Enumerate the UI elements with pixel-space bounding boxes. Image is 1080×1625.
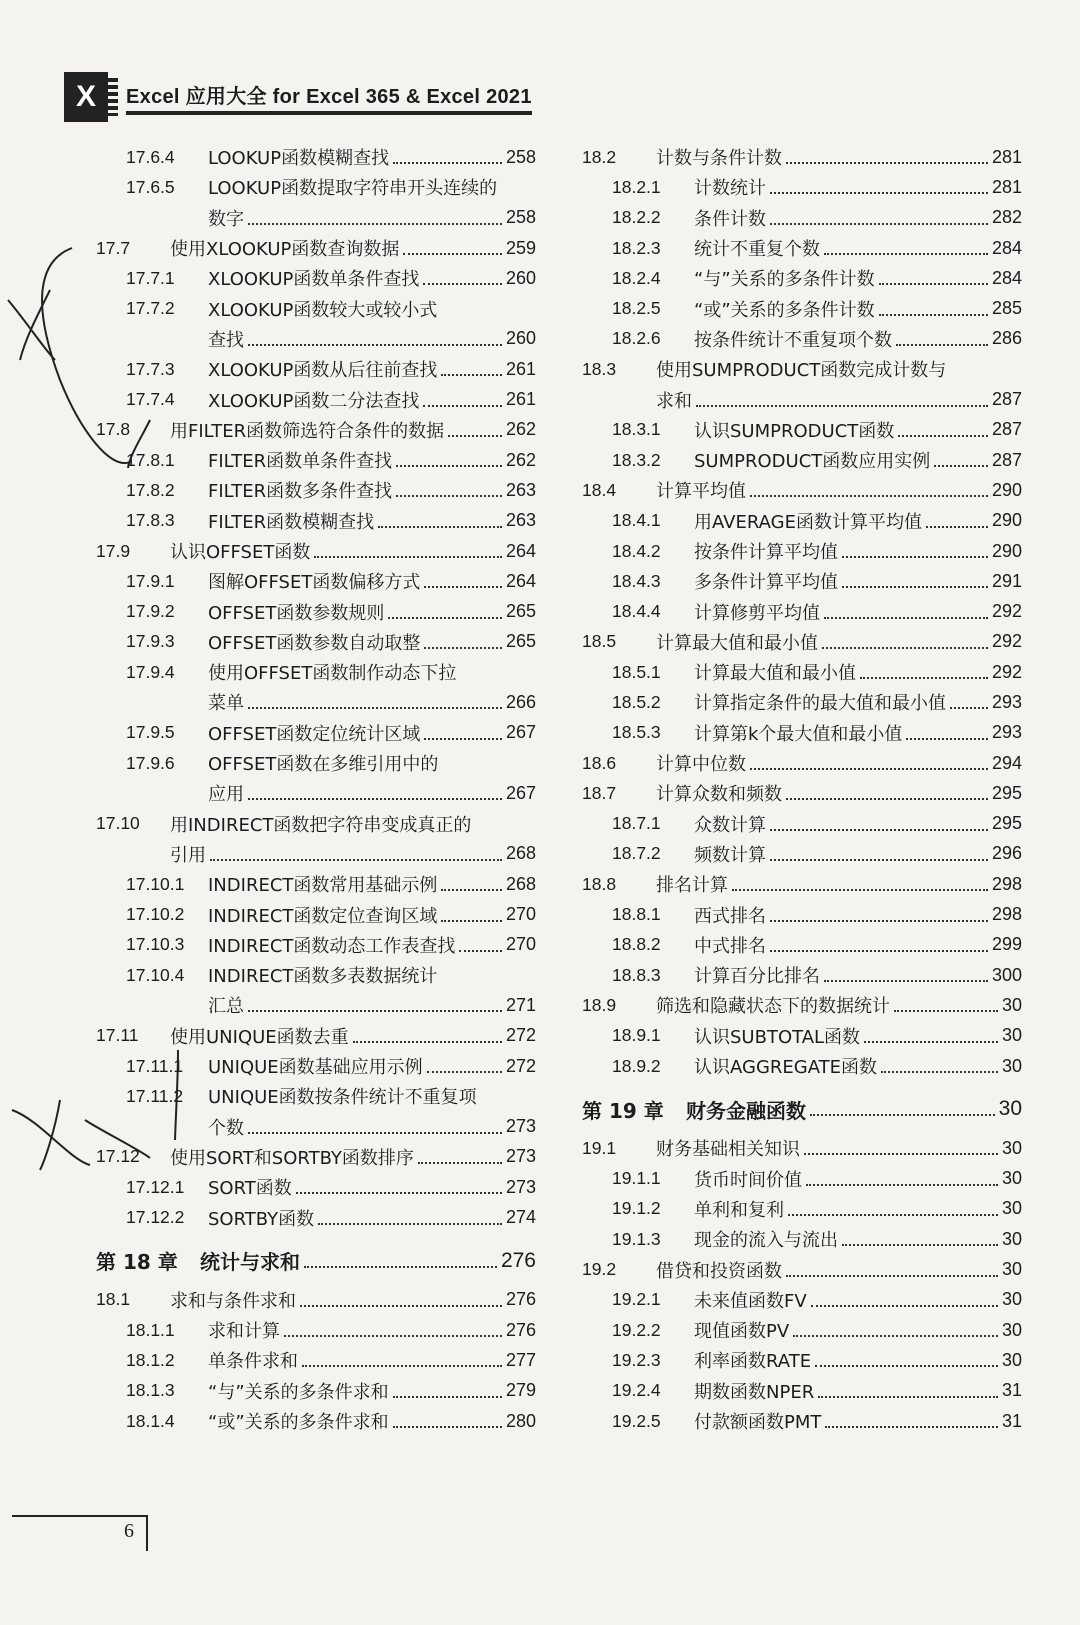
toc-page-number: 30 xyxy=(1001,1025,1022,1046)
toc-title: 菜单 xyxy=(208,693,244,715)
toc-title: 计算修剪平均值 xyxy=(694,602,820,624)
toc-title: INDIRECT函数多表数据统计 xyxy=(208,966,438,988)
toc-title: OFFSET函数定位统计区域 xyxy=(208,723,421,745)
toc-number: 19.1.1 xyxy=(612,1168,661,1189)
toc-number: 17.11.2 xyxy=(126,1085,184,1106)
footer-rule xyxy=(12,1515,148,1517)
toc-title: 计算平均值 xyxy=(656,481,746,503)
toc-number: 17.7.2 xyxy=(126,298,175,319)
toc-number: 17.10.2 xyxy=(126,904,185,925)
toc-title: 计算最大值和最小值 xyxy=(656,632,818,654)
toc-number: 18.8.1 xyxy=(612,904,661,925)
toc-page-number: 270 xyxy=(505,934,536,955)
toc-title: FILTER函数多条件查找 xyxy=(208,481,393,503)
toc-title: 求和计算 xyxy=(208,1321,280,1343)
toc-page-number: 261 xyxy=(505,358,536,379)
toc-title: “与”关系的多条件求和 xyxy=(208,1381,389,1403)
toc-number: 18.2.4 xyxy=(612,267,661,288)
toc-number: 18.2.1 xyxy=(612,176,661,197)
toc-page-number: 298 xyxy=(991,873,1022,894)
toc-number: 17.9.6 xyxy=(126,752,175,773)
toc-number: 18.1.1 xyxy=(126,1319,175,1340)
toc-page-number: 30 xyxy=(1001,1289,1022,1310)
toc-title: UNIQUE函数基础应用示例 xyxy=(208,1057,423,1079)
toc-page-number: 264 xyxy=(505,570,536,591)
toc-title: 计数统计 xyxy=(694,178,766,200)
pen-stroke xyxy=(175,1050,178,1140)
toc-number: 17.12 xyxy=(96,1146,140,1167)
toc-page-number: 294 xyxy=(991,752,1022,773)
toc-title: 货币时间价值 xyxy=(694,1169,802,1191)
toc-number: 18.2.3 xyxy=(612,237,661,258)
toc-number: 17.11 xyxy=(96,1025,139,1046)
toc-page-number: 272 xyxy=(505,1025,536,1046)
toc-title: 使用SORT和SORTBY函数排序 xyxy=(170,1147,414,1169)
toc-number: 17.7 xyxy=(96,237,131,258)
toc-page-number: 265 xyxy=(505,601,536,622)
toc-number: 19.2.3 xyxy=(612,1349,661,1370)
toc-number: 18.1.4 xyxy=(126,1410,175,1431)
toc-number: 18.5.2 xyxy=(612,691,661,712)
toc-number: 18.5 xyxy=(582,631,617,652)
toc-page-number: 276 xyxy=(505,1319,536,1340)
toc-number: 17.8.1 xyxy=(126,449,175,470)
toc-title: 数字 xyxy=(208,208,244,230)
toc-number: 17.10.3 xyxy=(126,934,185,955)
toc-title: 查找 xyxy=(208,329,244,351)
toc-page-number: 263 xyxy=(505,479,536,500)
toc-title: 求和与条件求和 xyxy=(170,1290,296,1312)
toc-title: 单条件求和 xyxy=(208,1351,298,1373)
toc-title: 排名计算 xyxy=(656,875,728,897)
toc-title: 财务金融函数 xyxy=(686,1098,806,1123)
toc-number: 17.9.3 xyxy=(126,631,175,652)
toc-number: 第 19 章 xyxy=(582,1098,664,1123)
toc-page-number: 261 xyxy=(505,389,536,410)
toc-page-number: 287 xyxy=(991,449,1022,470)
toc-title: 认识OFFSET函数 xyxy=(170,542,311,563)
toc-number: 18.7.1 xyxy=(612,813,661,834)
toc-title: 按条件计算平均值 xyxy=(694,542,838,563)
toc-title: 借贷和投资函数 xyxy=(656,1260,782,1282)
toc-number: 19.1.2 xyxy=(612,1198,661,1219)
toc-number: 17.8.3 xyxy=(126,510,175,531)
toc-page-number: 259 xyxy=(505,237,536,258)
toc-title: 现值函数PV xyxy=(694,1321,790,1343)
toc-page-number: 265 xyxy=(505,631,536,652)
toc-number: 18.2 xyxy=(582,146,617,167)
toc-page-number: 262 xyxy=(505,449,536,470)
toc-title: 统计不重复个数 xyxy=(694,239,820,261)
toc-title: 用FILTER函数筛选符合条件的数据 xyxy=(170,420,445,442)
toc-number: 18.6 xyxy=(582,752,617,773)
footer-rule-vertical xyxy=(146,1515,148,1551)
toc-title: LOOKUP函数模糊查找 xyxy=(208,148,390,170)
toc-page-number: 263 xyxy=(505,510,536,531)
toc-title: FILTER函数单条件查找 xyxy=(208,451,393,473)
toc-page-number: 30 xyxy=(1001,1168,1022,1189)
toc-title: 筛选和隐藏状态下的数据统计 xyxy=(656,996,890,1018)
toc-number: 18.3.1 xyxy=(612,419,661,440)
toc-title: 使用OFFSET函数制作动态下拉 xyxy=(208,663,457,685)
toc-number: 19.1.3 xyxy=(612,1228,661,1249)
toc-number: 17.8 xyxy=(96,419,131,440)
toc-title: 频数计算 xyxy=(694,844,766,866)
toc-page-number: 260 xyxy=(505,267,536,288)
toc-page-number: 273 xyxy=(505,1176,536,1197)
toc-title: 引用 xyxy=(170,844,206,866)
toc-page-number: 262 xyxy=(505,419,536,440)
toc-page-number: 30 xyxy=(1001,1349,1022,1370)
toc-page-number: 266 xyxy=(505,691,536,712)
toc-title: 图解OFFSET函数偏移方式 xyxy=(208,572,421,594)
toc-number: 18.3 xyxy=(582,358,617,379)
toc-title: 汇总 xyxy=(208,996,244,1018)
pen-stroke xyxy=(42,248,130,463)
toc-number: 17.10 xyxy=(96,813,140,834)
toc-number: 18.7.2 xyxy=(612,843,661,864)
toc-page-number: 268 xyxy=(505,843,536,864)
toc-page-number: 30 xyxy=(1001,1137,1022,1158)
toc-page-number: 284 xyxy=(991,267,1022,288)
toc-number: 17.9.2 xyxy=(126,601,175,622)
toc-title: 未来值函数FV xyxy=(694,1290,807,1312)
toc-title: 计算最大值和最小值 xyxy=(694,663,856,685)
toc-title: UNIQUE函数按条件统计不重复项 xyxy=(208,1087,477,1109)
toc-title: 应用 xyxy=(208,784,244,806)
toc-title: XLOOKUP函数二分法查找 xyxy=(208,390,420,412)
toc-number: 18.2.5 xyxy=(612,298,661,319)
toc-number: 17.6.5 xyxy=(126,176,175,197)
toc-title: 单利和复利 xyxy=(694,1199,784,1221)
toc-title: 付款额函数PMT xyxy=(694,1412,822,1434)
toc-number: 17.12.2 xyxy=(126,1207,185,1228)
toc-number: 18.2.6 xyxy=(612,328,661,349)
toc-page-number: 276 xyxy=(500,1248,536,1272)
toc-title: SORT函数 xyxy=(208,1178,292,1200)
toc-number: 18.4.3 xyxy=(612,570,661,591)
toc-page-number: 281 xyxy=(991,146,1022,167)
toc-number: 18.4.4 xyxy=(612,601,661,622)
toc-page-number: 293 xyxy=(991,691,1022,712)
toc-page-number: 287 xyxy=(991,419,1022,440)
toc-title: 求和 xyxy=(656,390,692,412)
toc-number: 第 18 章 xyxy=(96,1250,178,1275)
toc-page-number: 271 xyxy=(505,994,536,1015)
toc-number: 18.8.3 xyxy=(612,964,661,985)
toc-number: 17.10.1 xyxy=(126,873,185,894)
toc-page-number: 286 xyxy=(991,328,1022,349)
toc-page-number: 30 xyxy=(998,1097,1022,1121)
toc-title: INDIRECT函数常用基础示例 xyxy=(208,875,438,897)
logo-letter: X xyxy=(75,80,96,113)
toc-number: 19.2.2 xyxy=(612,1319,661,1340)
toc-title: SORTBY函数 xyxy=(208,1208,315,1230)
toc-page-number: 273 xyxy=(505,1146,536,1167)
toc-number: 18.1 xyxy=(96,1289,131,1310)
toc-page-number: 295 xyxy=(991,813,1022,834)
toc-number: 19.2.5 xyxy=(612,1410,661,1431)
toc-page-number: 274 xyxy=(505,1207,536,1228)
toc-number: 19.2.4 xyxy=(612,1380,661,1401)
toc-title: 条件计数 xyxy=(694,208,766,230)
toc-page-number: 292 xyxy=(991,661,1022,682)
toc-page-number: 285 xyxy=(991,298,1022,319)
toc-title: OFFSET函数参数规则 xyxy=(208,602,385,624)
toc-number: 17.7.4 xyxy=(126,389,175,410)
toc-page-number: 291 xyxy=(991,570,1022,591)
toc-page-number: 273 xyxy=(505,1116,536,1137)
toc-title: “或”关系的多条件求和 xyxy=(208,1412,389,1434)
book-title: Excel 应用大全 for Excel 365 & Excel 2021 xyxy=(126,80,532,115)
toc-title: 使用UNIQUE函数去重 xyxy=(170,1026,349,1048)
toc-number: 19.2.1 xyxy=(612,1289,661,1310)
toc-number: 17.11.1 xyxy=(126,1055,184,1076)
toc-number: 17.9.5 xyxy=(126,722,175,743)
toc-title: 西式排名 xyxy=(694,905,766,927)
toc-page-number: 30 xyxy=(1001,1319,1022,1340)
toc-page-number: 276 xyxy=(505,1289,536,1310)
toc-number: 17.10.4 xyxy=(126,964,185,985)
toc-number: 18.8.2 xyxy=(612,934,661,955)
toc-number: 17.7.3 xyxy=(126,358,175,379)
toc-title: SUMPRODUCT函数应用实例 xyxy=(694,451,931,473)
toc-page-number: 258 xyxy=(505,207,536,228)
toc-page-number: 30 xyxy=(1001,1259,1022,1280)
toc-page-number: 30 xyxy=(1001,994,1022,1015)
toc-number: 19.1 xyxy=(582,1137,617,1158)
toc-title: FILTER函数模糊查找 xyxy=(208,511,375,533)
toc-title: INDIRECT函数定位查询区域 xyxy=(208,905,438,927)
toc-page-number: 298 xyxy=(991,904,1022,925)
toc-title: 众数计算 xyxy=(694,814,766,836)
toc-page-number: 284 xyxy=(991,237,1022,258)
toc-number: 18.4 xyxy=(582,479,617,500)
toc-title: 计算第k个最大值和最小值 xyxy=(694,723,903,745)
toc-title: 认识AGGREGATE函数 xyxy=(694,1057,878,1079)
toc-title: OFFSET函数在多维引用中的 xyxy=(208,754,439,776)
toc-page-number: 296 xyxy=(991,843,1022,864)
toc-page-number: 267 xyxy=(505,782,536,803)
toc-page-number: 290 xyxy=(991,510,1022,531)
toc-page-number: 272 xyxy=(505,1055,536,1076)
toc-page-number: 258 xyxy=(505,146,536,167)
toc-number: 18.5.3 xyxy=(612,722,661,743)
toc-title: 现金的流入与流出 xyxy=(694,1230,838,1252)
toc-number: 18.4.1 xyxy=(612,510,661,531)
toc-title: 多条件计算平均值 xyxy=(694,572,838,594)
toc-number: 17.9 xyxy=(96,540,131,561)
toc-title: 中式排名 xyxy=(694,935,766,957)
toc-number: 18.8 xyxy=(582,873,617,894)
toc-number: 18.7 xyxy=(582,782,617,803)
toc-page-number: 290 xyxy=(991,479,1022,500)
toc-number: 17.12.1 xyxy=(126,1176,185,1197)
toc-page-number: 264 xyxy=(505,540,536,561)
pen-stroke xyxy=(128,420,150,468)
toc-title: 计算指定条件的最大值和最小值 xyxy=(694,693,946,715)
toc-page-number: 292 xyxy=(991,601,1022,622)
toc-title: OFFSET函数参数自动取整 xyxy=(208,632,421,654)
toc-title: 使用SUMPRODUCT函数完成计数与 xyxy=(656,360,947,382)
toc-title: 利率函数RATE xyxy=(694,1351,812,1373)
toc-page-number: 277 xyxy=(505,1349,536,1370)
toc-title: 认识SUMPRODUCT函数 xyxy=(694,420,895,442)
toc-title: 用INDIRECT函数把字符串变成真正的 xyxy=(170,814,472,836)
toc-page-number: 279 xyxy=(505,1380,536,1401)
toc-number: 18.9 xyxy=(582,994,617,1015)
toc-page-number: 282 xyxy=(991,207,1022,228)
toc-title: XLOOKUP函数较大或较小式 xyxy=(208,299,438,321)
toc-title: 期数函数NPER xyxy=(694,1381,815,1403)
toc-number: 17.6.4 xyxy=(126,146,175,167)
toc-title: INDIRECT函数动态工作表查找 xyxy=(208,935,456,957)
page-number: 6 xyxy=(124,1520,134,1542)
toc-title: 使用XLOOKUP函数查询数据 xyxy=(170,239,400,261)
toc-number: 18.1.3 xyxy=(126,1380,175,1401)
toc-page-number: 270 xyxy=(505,904,536,925)
toc-number: 19.2 xyxy=(582,1259,617,1280)
toc-title: XLOOKUP函数单条件查找 xyxy=(208,269,420,291)
pen-stroke xyxy=(85,1120,150,1158)
toc-title: 计数与条件计数 xyxy=(656,148,782,170)
toc-page-number: 267 xyxy=(505,722,536,743)
toc-page-number: 31 xyxy=(1001,1410,1022,1431)
toc-number: 18.9.2 xyxy=(612,1055,661,1076)
toc-page-number: 287 xyxy=(991,389,1022,410)
toc-page-number: 299 xyxy=(991,934,1022,955)
toc-title: 认识SUBTOTAL函数 xyxy=(694,1026,861,1048)
toc-title: 计算中位数 xyxy=(656,754,746,776)
toc-number: 18.4.2 xyxy=(612,540,661,561)
toc-number: 18.5.1 xyxy=(612,661,661,682)
toc-number: 17.8.2 xyxy=(126,479,175,500)
toc-number: 17.7.1 xyxy=(126,267,175,288)
toc-page-number: 30 xyxy=(1001,1198,1022,1219)
toc-page-number: 30 xyxy=(1001,1055,1022,1076)
toc-page-number: 290 xyxy=(991,540,1022,561)
toc-title: “或”关系的多条件计数 xyxy=(694,299,875,321)
toc-number: 18.3.2 xyxy=(612,449,661,470)
toc-title: LOOKUP函数提取字符串开头连续的 xyxy=(208,178,498,200)
toc-page-number: 300 xyxy=(991,964,1022,985)
toc-number: 18.2.2 xyxy=(612,207,661,228)
toc-number: 18.9.1 xyxy=(612,1025,661,1046)
toc-page-number: 31 xyxy=(1001,1380,1022,1401)
toc-page-number: 293 xyxy=(991,722,1022,743)
toc-number: 17.9.1 xyxy=(126,570,175,591)
toc-title: 财务基础相关知识 xyxy=(656,1139,800,1161)
toc-number: 18.1.2 xyxy=(126,1349,175,1370)
toc-title: 计算百分比排名 xyxy=(694,966,820,988)
toc-page-number: 30 xyxy=(1001,1228,1022,1249)
toc-page-number: 292 xyxy=(991,631,1022,652)
toc-page-number: 295 xyxy=(991,782,1022,803)
toc-title: XLOOKUP函数从后往前查找 xyxy=(208,360,438,382)
toc-page-number: 260 xyxy=(505,328,536,349)
toc-title: 统计与求和 xyxy=(200,1250,300,1275)
toc-page-number: 268 xyxy=(505,873,536,894)
toc-title: 计算众数和频数 xyxy=(656,784,782,806)
toc-title: 个数 xyxy=(208,1117,244,1139)
toc-title: 按条件统计不重复项个数 xyxy=(694,329,892,351)
toc-title: 用AVERAGE函数计算平均值 xyxy=(694,511,922,533)
toc-page-number: 280 xyxy=(505,1410,536,1431)
toc-number: 17.9.4 xyxy=(126,661,175,682)
toc-title: “与”关系的多条件计数 xyxy=(694,269,875,291)
toc-page-number: 281 xyxy=(991,176,1022,197)
